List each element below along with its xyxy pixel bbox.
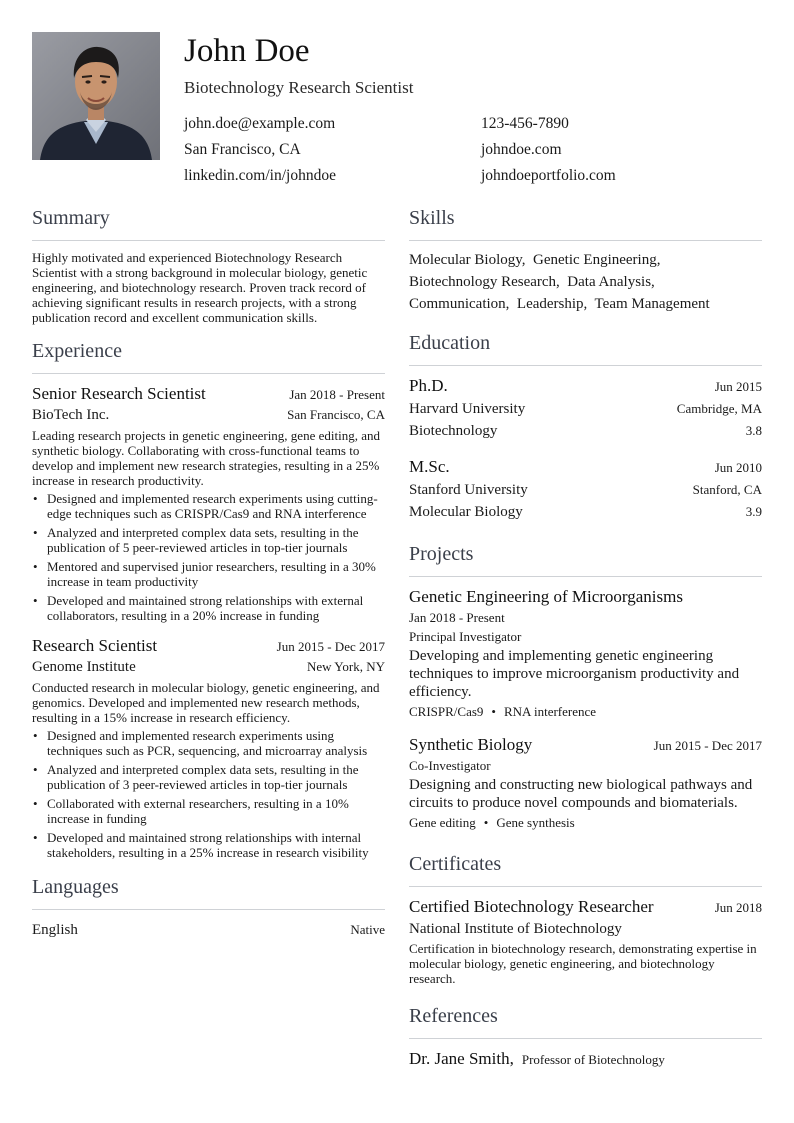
references-section (409, 1003, 762, 1071)
experience-item (32, 635, 385, 860)
candidate-name: John Doe (184, 33, 310, 69)
experience-title: Senior Research Scientist (32, 384, 206, 403)
profile-photo (32, 32, 160, 160)
projects-section (409, 541, 762, 832)
project-title: Genetic Engineering of Microorganisms (409, 587, 683, 606)
contact-location: San Francisco, CA (184, 141, 301, 158)
experience-description: Conducted research in molecular biology, genetic engineering, and genomics. Developed and implemented new research methods, resulting in a 15% increase in research efficiency. (32, 680, 380, 725)
experience-date: Jun 2015 - Dec 2017 (276, 639, 385, 654)
experience-title: Research Scientist (32, 636, 158, 655)
project-description: Designing and constructing new biological pathways and circuits to produce novel compounds and biomaterials. (409, 777, 753, 811)
education-location: Cambridge, MA (676, 401, 762, 416)
language-name: English (32, 922, 78, 938)
contact-email[interactable]: john.doe@example.com (184, 115, 336, 132)
languages-section (32, 874, 385, 941)
project-date: Jan 2018 - Present (409, 610, 505, 625)
contact-website[interactable]: johndoe.com (481, 141, 562, 158)
skill-item: Data Analysis, (567, 274, 655, 290)
section-heading: Skills (409, 205, 762, 241)
contact-phone[interactable]: 123-456-7890 (481, 115, 569, 132)
project-tag: Gene synthesis (496, 815, 575, 830)
certificates-section (409, 851, 762, 986)
experience-bullets (32, 491, 385, 623)
summary-section (32, 205, 385, 325)
education-section (409, 330, 762, 523)
reference-name: Dr. Jane Smith, (409, 1049, 514, 1068)
section-heading: Experience (32, 338, 385, 374)
project-item (409, 734, 762, 832)
section-heading: Summary (32, 205, 385, 241)
project-tag: Gene editing (409, 815, 476, 830)
list-item: • Designed and implemented research experiments using cutting-edge techniques such as CRISPR/Cas9 and RNA interference (32, 491, 385, 521)
education-gpa: 3.9 (745, 504, 762, 519)
summary-text: Highly motivated and experienced Biotechnology Research Scientist with a strong background in molecular biology, genetic engineering, and biotechnology research. Proven track record of achieving significant results in research projects, with a strong publication record and excellent communication skills. (32, 250, 368, 325)
reference-role: Professor of Biotechnology (521, 1052, 665, 1067)
project-title: Synthetic Biology (409, 735, 533, 754)
skill-item: Molecular Biology, (409, 252, 526, 268)
reference-item (409, 1048, 762, 1071)
section-heading: Education (409, 330, 762, 366)
project-tags (409, 703, 762, 721)
list-item: • Designed and implemented research experiments using techniques such as PCR, sequencing, and microarray analysis (32, 728, 385, 758)
education-date: Jun 2010 (714, 460, 762, 475)
skills-list (409, 249, 762, 315)
experience-location: New York, NY (306, 659, 385, 674)
section-heading: Languages (32, 874, 385, 910)
list-item: • Analyzed and interpreted complex data sets, resulting in the publication of 5 peer-reviewed articles in top-tier journals (32, 525, 385, 555)
skill-item: Team Management (594, 296, 710, 312)
project-tag: CRISPR/Cas9 (409, 704, 484, 719)
candidate-title: Biotechnology Research Scientist (184, 78, 414, 97)
resume-header (32, 32, 762, 192)
separator-dot: • (483, 815, 489, 830)
experience-section (32, 338, 385, 860)
certificate-item (409, 896, 762, 986)
skills-section (409, 205, 762, 315)
education-school: Stanford University (409, 482, 528, 498)
experience-description: Leading research projects in genetic engineering, gene editing, and synthetic biology. Collaborating with cross-functional teams to develop and implement new research strategies, resulting in a 25% increase in research productivity. (32, 428, 380, 488)
project-description: Developing and implementing genetic engineering techniques to improve microorganism productivity and efficiency. (409, 648, 740, 700)
section-heading: References (409, 1003, 762, 1039)
skill-item: Communication, (409, 296, 510, 312)
section-heading: Certificates (409, 851, 762, 887)
education-item (409, 456, 762, 523)
experience-item (32, 383, 385, 623)
list-item: • Collaborated with external researchers, resulting in a 10% increase in funding (32, 796, 385, 826)
contact-portfolio[interactable]: johndoeportfolio.com (481, 167, 616, 184)
certificate-date: Jun 2018 (714, 900, 762, 915)
education-location: Stanford, CA (692, 482, 762, 497)
education-date: Jun 2015 (714, 379, 762, 394)
education-item (409, 375, 762, 442)
project-tag: RNA interference (503, 704, 597, 719)
right-column (409, 204, 762, 1071)
language-row (32, 919, 385, 941)
person-portrait-icon (32, 32, 160, 160)
certificate-description: Certification in biotechnology research, demonstrating expertise in molecular biology, genetic engineering, and biotechnology research. (409, 941, 757, 986)
list-item: • Developed and maintained strong relationships with external collaborators, resulting in a 20% increase in funding (32, 593, 385, 623)
skill-item: Biotechnology Research, (409, 274, 560, 290)
project-item (409, 586, 762, 721)
project-role: Co-Investigator (409, 758, 491, 773)
list-item: • Developed and maintained strong relationships with internal stakeholders, resulting in a 25% increase in research visibility (32, 830, 385, 860)
experience-company: BioTech Inc. (32, 407, 110, 423)
contact-linkedin[interactable]: linkedin.com/in/johndoe (184, 167, 336, 184)
left-column (32, 204, 385, 941)
section-heading: Projects (409, 541, 762, 577)
skill-item: Leadership, (516, 296, 588, 312)
experience-bullets (32, 728, 385, 860)
education-field: Molecular Biology (409, 504, 523, 520)
education-gpa: 3.8 (745, 423, 762, 438)
education-degree: M.Sc. (409, 457, 450, 476)
certificate-issuer: National Institute of Biotechnology (409, 921, 622, 937)
certificate-title: Certified Biotechnology Researcher (409, 897, 654, 916)
project-role: Principal Investigator (409, 629, 522, 644)
experience-date: Jan 2018 - Present (289, 387, 385, 402)
experience-company: Genome Institute (32, 659, 136, 675)
language-level: Native (350, 922, 385, 937)
list-item: • Mentored and supervised junior researchers, resulting in a 30% increase in team productivity (32, 559, 385, 589)
list-item: • Analyzed and interpreted complex data sets, resulting in the publication of 3 peer-reviewed articles in top-tier journals (32, 762, 385, 792)
education-field: Biotechnology (409, 423, 498, 439)
education-school: Harvard University (409, 401, 526, 417)
education-degree: Ph.D. (409, 376, 448, 395)
experience-location: San Francisco, CA (287, 407, 385, 422)
project-tags (409, 814, 762, 832)
project-date: Jun 2015 - Dec 2017 (653, 738, 762, 753)
skill-item: Genetic Engineering, (533, 252, 661, 268)
separator-dot: • (491, 704, 496, 719)
